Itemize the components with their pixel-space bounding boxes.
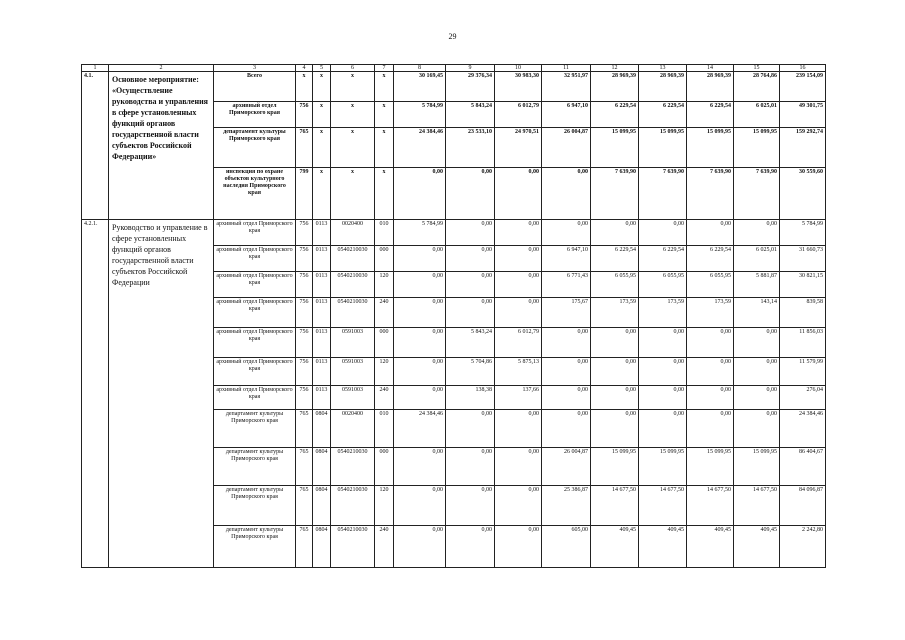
amount-cell: 0,00 bbox=[394, 486, 446, 526]
code-type: х bbox=[375, 72, 394, 102]
amount-cell: 7 639,90 bbox=[639, 168, 687, 220]
amount-cell: 0,00 bbox=[687, 328, 734, 358]
amount-cell: 28 969,39 bbox=[687, 72, 734, 102]
amount-cell: 6 229,54 bbox=[687, 246, 734, 272]
amount-cell: 0,00 bbox=[542, 410, 591, 448]
code-grbs: 756 bbox=[296, 246, 313, 272]
column-header: 2 bbox=[109, 65, 214, 72]
code-grbs: 799 bbox=[296, 168, 313, 220]
amount-cell: 0,00 bbox=[687, 386, 734, 410]
code-grbs: 765 bbox=[296, 448, 313, 486]
code-type: 240 bbox=[375, 526, 394, 568]
amount-cell: 0,00 bbox=[639, 386, 687, 410]
amount-cell: 7 639,90 bbox=[687, 168, 734, 220]
amount-cell: 15 099,95 bbox=[734, 448, 780, 486]
amount-cell: 138,38 bbox=[446, 386, 495, 410]
column-header: 1 bbox=[82, 65, 109, 72]
amount-cell: 0,00 bbox=[495, 526, 542, 568]
code-grbs: 756 bbox=[296, 358, 313, 386]
executor: архивный отдел Приморского края bbox=[214, 358, 296, 386]
code-target: 0540210030 bbox=[331, 246, 375, 272]
amount-cell: 14 677,50 bbox=[639, 486, 687, 526]
code-target: 0591003 bbox=[331, 358, 375, 386]
amount-cell: 5 784,99 bbox=[780, 220, 826, 246]
amount-cell: 14 677,50 bbox=[687, 486, 734, 526]
amount-cell: 0,00 bbox=[639, 358, 687, 386]
code-type: 000 bbox=[375, 448, 394, 486]
amount-cell: 5 875,13 bbox=[495, 358, 542, 386]
amount-cell: 409,45 bbox=[591, 526, 639, 568]
column-header: 3 bbox=[214, 65, 296, 72]
amount-cell: 28 969,39 bbox=[591, 72, 639, 102]
amount-cell: 5 784,99 bbox=[394, 220, 446, 246]
executor: архивный отдел Приморского края bbox=[214, 298, 296, 328]
code-section: 0113 bbox=[313, 246, 331, 272]
amount-cell: 15 099,95 bbox=[591, 128, 639, 168]
amount-cell: 0,00 bbox=[542, 358, 591, 386]
amount-cell: 0,00 bbox=[591, 220, 639, 246]
amount-cell: 0,00 bbox=[394, 448, 446, 486]
amount-cell: 6 025,01 bbox=[734, 102, 780, 128]
code-target: 0540210030 bbox=[331, 272, 375, 298]
amount-cell: 15 099,95 bbox=[639, 448, 687, 486]
code-target: 0540210030 bbox=[331, 526, 375, 568]
executor: департамент культуры Приморского края bbox=[214, 128, 296, 168]
column-header: 15 bbox=[734, 65, 780, 72]
amount-cell: 6 229,54 bbox=[591, 102, 639, 128]
amount-cell: 0,00 bbox=[394, 526, 446, 568]
column-header: 16 bbox=[780, 65, 826, 72]
amount-cell: 86 404,67 bbox=[780, 448, 826, 486]
amount-cell: 0,00 bbox=[495, 272, 542, 298]
executor: архивный отдел Приморского края bbox=[214, 272, 296, 298]
code-target: 0591003 bbox=[331, 386, 375, 410]
amount-cell: 15 099,95 bbox=[591, 448, 639, 486]
code-section: х bbox=[313, 168, 331, 220]
code-type: х bbox=[375, 102, 394, 128]
amount-cell: 0,00 bbox=[446, 272, 495, 298]
amount-cell: 30 983,30 bbox=[495, 72, 542, 102]
code-grbs: 765 bbox=[296, 526, 313, 568]
amount-cell: 137,66 bbox=[495, 386, 542, 410]
executor: департамент культуры Приморского края bbox=[214, 448, 296, 486]
executor: архивный отдел Приморского края bbox=[214, 246, 296, 272]
amount-cell: 0,00 bbox=[495, 298, 542, 328]
amount-cell: 0,00 bbox=[495, 410, 542, 448]
amount-cell: 0,00 bbox=[446, 220, 495, 246]
amount-cell: 0,00 bbox=[394, 246, 446, 272]
amount-cell: 0,00 bbox=[394, 386, 446, 410]
amount-cell: 0,00 bbox=[394, 298, 446, 328]
code-grbs: 756 bbox=[296, 272, 313, 298]
amount-cell: 6 012,79 bbox=[495, 328, 542, 358]
amount-cell: 0,00 bbox=[591, 358, 639, 386]
amount-cell: 30 821,15 bbox=[780, 272, 826, 298]
code-section: 0804 bbox=[313, 448, 331, 486]
amount-cell: 239 154,09 bbox=[780, 72, 826, 102]
amount-cell: 173,59 bbox=[687, 298, 734, 328]
amount-cell: 175,67 bbox=[542, 298, 591, 328]
amount-cell: 6 055,95 bbox=[687, 272, 734, 298]
executor: архивный отдел Приморского края bbox=[214, 220, 296, 246]
amount-cell: 0,00 bbox=[495, 448, 542, 486]
amount-cell: 0,00 bbox=[591, 386, 639, 410]
amount-cell: 15 099,95 bbox=[687, 128, 734, 168]
column-header: 13 bbox=[639, 65, 687, 72]
code-target: х bbox=[331, 102, 375, 128]
amount-cell: 6 229,54 bbox=[639, 246, 687, 272]
amount-cell: 11 579,99 bbox=[780, 358, 826, 386]
amount-cell: 5 843,24 bbox=[446, 328, 495, 358]
amount-cell: 28 764,86 bbox=[734, 72, 780, 102]
item-number: 4.1. bbox=[82, 72, 109, 220]
amount-cell: 0,00 bbox=[542, 328, 591, 358]
amount-cell: 0,00 bbox=[734, 410, 780, 448]
column-header: 9 bbox=[446, 65, 495, 72]
amount-cell: 7 639,90 bbox=[591, 168, 639, 220]
column-header: 10 bbox=[495, 65, 542, 72]
amount-cell: 2 242,80 bbox=[780, 526, 826, 568]
header-row bbox=[82, 65, 826, 72]
code-section: 0113 bbox=[313, 358, 331, 386]
amount-cell: 0,00 bbox=[734, 328, 780, 358]
amount-cell: 0,00 bbox=[687, 358, 734, 386]
executor: архивный отдел Приморского края bbox=[214, 328, 296, 358]
amount-cell: 159 292,74 bbox=[780, 128, 826, 168]
code-target: х bbox=[331, 72, 375, 102]
amount-cell: 0,00 bbox=[542, 168, 591, 220]
code-type: 120 bbox=[375, 272, 394, 298]
amount-cell: 0,00 bbox=[394, 358, 446, 386]
amount-cell: 0,00 bbox=[495, 168, 542, 220]
amount-cell: 0,00 bbox=[394, 168, 446, 220]
amount-cell: 6 947,10 bbox=[542, 246, 591, 272]
amount-cell: 26 004,87 bbox=[542, 448, 591, 486]
code-grbs: 756 bbox=[296, 298, 313, 328]
amount-cell: 15 099,95 bbox=[687, 448, 734, 486]
code-target: 0540210030 bbox=[331, 486, 375, 526]
amount-cell: 5 704,86 bbox=[446, 358, 495, 386]
code-target: 0540210030 bbox=[331, 448, 375, 486]
executor: инспекция по охране объектов культурного наследия Приморского края bbox=[214, 168, 296, 220]
amount-cell: 0,00 bbox=[394, 328, 446, 358]
amount-cell: 49 301,75 bbox=[780, 102, 826, 128]
code-type: 000 bbox=[375, 328, 394, 358]
executor: департамент культуры Приморского края bbox=[214, 526, 296, 568]
amount-cell: 0,00 bbox=[591, 328, 639, 358]
column-header: 11 bbox=[542, 65, 591, 72]
table-row bbox=[82, 72, 826, 102]
item-title: Основное мероприятие: «Осуществление руководства и управления в сфере установленных функций органов государственной власти субъектов Российской Федерации» bbox=[109, 72, 214, 220]
amount-cell: 5 784,99 bbox=[394, 102, 446, 128]
amount-cell: 0,00 bbox=[542, 220, 591, 246]
amount-cell: 6 055,95 bbox=[639, 272, 687, 298]
code-target: х bbox=[331, 128, 375, 168]
code-grbs: х bbox=[296, 72, 313, 102]
item-title: Руководство и управление в сфере установленных функций органов государственной власти субъектов Российской Федерации bbox=[109, 220, 214, 568]
amount-cell: 26 004,87 bbox=[542, 128, 591, 168]
amount-cell: 25 386,87 bbox=[542, 486, 591, 526]
amount-cell: 84 096,87 bbox=[780, 486, 826, 526]
amount-cell: 839,58 bbox=[780, 298, 826, 328]
amount-cell: 276,04 bbox=[780, 386, 826, 410]
code-type: х bbox=[375, 128, 394, 168]
executor: архивный отдел Приморского края bbox=[214, 102, 296, 128]
amount-cell: 24 384,46 bbox=[394, 410, 446, 448]
amount-cell: 143,14 bbox=[734, 298, 780, 328]
amount-cell: 0,00 bbox=[687, 410, 734, 448]
code-section: 0113 bbox=[313, 386, 331, 410]
column-header: 4 bbox=[296, 65, 313, 72]
code-section: 0113 bbox=[313, 272, 331, 298]
item-number: 4.2.1. bbox=[82, 220, 109, 568]
amount-cell: 6 229,54 bbox=[687, 102, 734, 128]
code-target: 0020400 bbox=[331, 220, 375, 246]
code-type: 240 bbox=[375, 298, 394, 328]
amount-cell: 7 639,90 bbox=[734, 168, 780, 220]
amount-cell: 31 660,73 bbox=[780, 246, 826, 272]
column-header: 7 bbox=[375, 65, 394, 72]
amount-cell: 0,00 bbox=[446, 298, 495, 328]
amount-cell: 5 881,87 bbox=[734, 272, 780, 298]
column-header: 12 bbox=[591, 65, 639, 72]
amount-cell: 15 099,95 bbox=[734, 128, 780, 168]
amount-cell: 11 856,03 bbox=[780, 328, 826, 358]
code-type: 010 bbox=[375, 410, 394, 448]
code-type: х bbox=[375, 168, 394, 220]
amount-cell: 24 384,46 bbox=[780, 410, 826, 448]
amount-cell: 409,45 bbox=[639, 526, 687, 568]
code-grbs: 756 bbox=[296, 102, 313, 128]
amount-cell: 29 376,34 bbox=[446, 72, 495, 102]
code-grbs: 756 bbox=[296, 220, 313, 246]
amount-cell: 30 559,60 bbox=[780, 168, 826, 220]
code-type: 120 bbox=[375, 486, 394, 526]
amount-cell: 14 677,50 bbox=[591, 486, 639, 526]
code-type: 120 bbox=[375, 358, 394, 386]
amount-cell: 0,00 bbox=[639, 220, 687, 246]
code-grbs: 765 bbox=[296, 128, 313, 168]
amount-cell: 0,00 bbox=[734, 220, 780, 246]
code-grbs: 765 bbox=[296, 410, 313, 448]
amount-cell: 409,45 bbox=[687, 526, 734, 568]
amount-cell: 6 025,01 bbox=[734, 246, 780, 272]
amount-cell: 0,00 bbox=[446, 526, 495, 568]
executor: Всего bbox=[214, 72, 296, 102]
code-section: 0113 bbox=[313, 298, 331, 328]
amount-cell: 32 951,97 bbox=[542, 72, 591, 102]
amount-cell: 0,00 bbox=[734, 386, 780, 410]
executor: архивный отдел Приморского края bbox=[214, 386, 296, 410]
code-section: 0113 bbox=[313, 328, 331, 358]
code-target: 0540210030 bbox=[331, 298, 375, 328]
column-header: 6 bbox=[331, 65, 375, 72]
amount-cell: 6 229,54 bbox=[639, 102, 687, 128]
amount-cell: 6 771,43 bbox=[542, 272, 591, 298]
amount-cell: 0,00 bbox=[639, 328, 687, 358]
amount-cell: 24 384,46 bbox=[394, 128, 446, 168]
amount-cell: 0,00 bbox=[446, 410, 495, 448]
amount-cell: 14 677,50 bbox=[734, 486, 780, 526]
amount-cell: 173,59 bbox=[639, 298, 687, 328]
code-type: 010 bbox=[375, 220, 394, 246]
amount-cell: 0,00 bbox=[639, 410, 687, 448]
amount-cell: 15 099,95 bbox=[639, 128, 687, 168]
column-header: 14 bbox=[687, 65, 734, 72]
column-header: 8 bbox=[394, 65, 446, 72]
table-body bbox=[82, 65, 826, 568]
code-section: х bbox=[313, 128, 331, 168]
amount-cell: 0,00 bbox=[495, 486, 542, 526]
executor: департамент культуры Приморского края bbox=[214, 410, 296, 448]
amount-cell: 0,00 bbox=[446, 448, 495, 486]
executor: департамент культуры Приморского края bbox=[214, 486, 296, 526]
amount-cell: 0,00 bbox=[446, 168, 495, 220]
column-header: 5 bbox=[313, 65, 331, 72]
amount-cell: 6 055,95 bbox=[591, 272, 639, 298]
table-row bbox=[82, 220, 826, 246]
code-target: х bbox=[331, 168, 375, 220]
page-number: 29 bbox=[448, 32, 457, 41]
code-grbs: 756 bbox=[296, 386, 313, 410]
amount-cell: 0,00 bbox=[542, 386, 591, 410]
code-section: 0804 bbox=[313, 410, 331, 448]
amount-cell: 6 012,79 bbox=[495, 102, 542, 128]
amount-cell: 0,00 bbox=[734, 358, 780, 386]
amount-cell: 0,00 bbox=[446, 486, 495, 526]
code-grbs: 765 bbox=[296, 486, 313, 526]
code-target: 0591003 bbox=[331, 328, 375, 358]
amount-cell: 5 843,24 bbox=[446, 102, 495, 128]
amount-cell: 0,00 bbox=[394, 272, 446, 298]
amount-cell: 0,00 bbox=[495, 246, 542, 272]
amount-cell: 173,59 bbox=[591, 298, 639, 328]
code-section: х bbox=[313, 72, 331, 102]
code-grbs: 756 bbox=[296, 328, 313, 358]
code-section: 0113 bbox=[313, 220, 331, 246]
code-section: 0804 bbox=[313, 486, 331, 526]
budget-table bbox=[81, 64, 826, 568]
code-target: 0020400 bbox=[331, 410, 375, 448]
amount-cell: 0,00 bbox=[591, 410, 639, 448]
amount-cell: 0,00 bbox=[446, 246, 495, 272]
amount-cell: 24 970,51 bbox=[495, 128, 542, 168]
code-section: х bbox=[313, 102, 331, 128]
code-type: 000 bbox=[375, 246, 394, 272]
amount-cell: 409,45 bbox=[734, 526, 780, 568]
amount-cell: 30 169,45 bbox=[394, 72, 446, 102]
amount-cell: 28 969,39 bbox=[639, 72, 687, 102]
code-section: 0804 bbox=[313, 526, 331, 568]
amount-cell: 0,00 bbox=[687, 220, 734, 246]
amount-cell: 23 533,10 bbox=[446, 128, 495, 168]
code-type: 240 bbox=[375, 386, 394, 410]
amount-cell: 605,00 bbox=[542, 526, 591, 568]
amount-cell: 6 947,10 bbox=[542, 102, 591, 128]
amount-cell: 6 229,54 bbox=[591, 246, 639, 272]
amount-cell: 0,00 bbox=[495, 220, 542, 246]
